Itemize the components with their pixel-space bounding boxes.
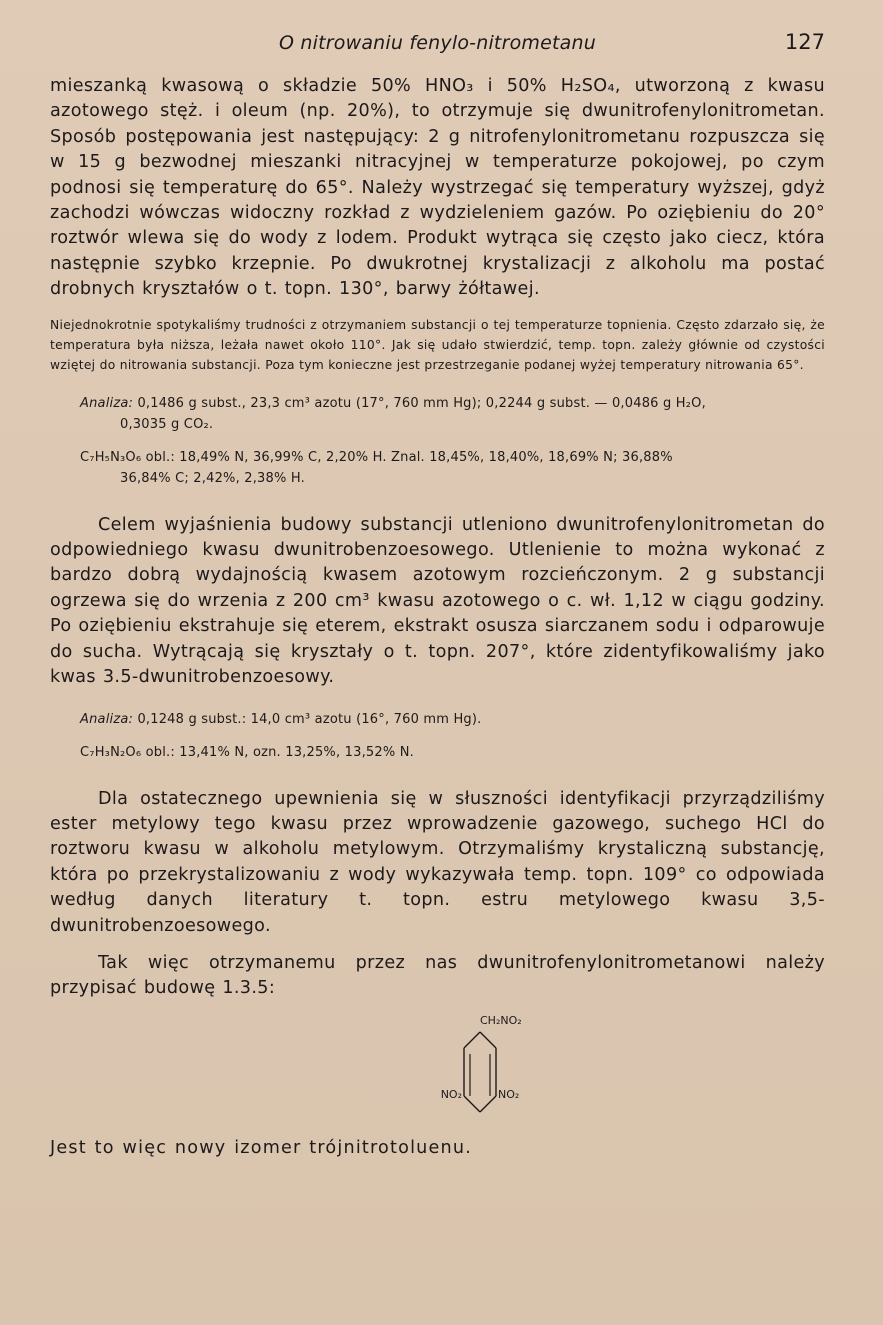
page-header [50, 30, 825, 74]
substituent-top: CH₂NO₂ [480, 1013, 522, 1027]
structural-formula [50, 1010, 825, 1128]
ring-bond [464, 1096, 480, 1112]
paragraph-methyl-ester: Dla ostatecznego upewnienia się w słuszności identyfikacji przyrządziliśmy ester metylowy tego kwasu przez wprowadzenie gazowego, suchego HCl do roztworu kwasu w alkoholu metylowym. Otrzymaliśmy krystaliczną substancję, która po przekrystalizowaniu z wody wykazywała temp. topn. 109° co odpowiada według danych literatury t. topn. estru metylowego kwasu 3,5-dwunitrobenzoesowego. [50, 788, 825, 936]
analysis-block-1 [80, 393, 825, 489]
analysis-label: Analiza: [80, 711, 134, 727]
analysis-2-line-1 [80, 709, 825, 730]
analysis-2-calc: C₇H₃N₂O₆ obl.: 13,41% N, ozn. 13,25%, 13,52% N. [80, 744, 415, 760]
analysis-1-calc-1: C₇H₅N₃O₆ obl.: 18,49% N, 36,99% C, 2,20% H. Znal. 18,45%, 18,40%, 18,69% N; 36,88% [80, 449, 673, 465]
ring-bond [480, 1032, 496, 1048]
ring-bond [480, 1096, 496, 1112]
analysis-block-2 [80, 709, 825, 763]
benzene-ring-diagram [410, 1010, 550, 1128]
conclusion: Jest to więc nowy izomer trójnitrotoluenu. [50, 1137, 473, 1158]
analysis-2-values: 0,1248 g subst.: 14,0 cm³ azotu (16°, 760 mm Hg). [137, 711, 482, 727]
footnote-melting-point: Niejednokrotnie spotykaliśmy trudności z otrzymaniem substancji o tej temperaturze topnienia. Często zdarzało się, że temperatura była niższa, leżała nawet około 110°. Jak się udało stwierdzić, temp. topn. zależy głównie od czystości wziętej do nitrowania substancji. Poza tym konieczne jest przestrzeganie podanej wyżej temperatury nitrowania 65°. [50, 317, 825, 372]
analysis-1-values: 0,1486 g subst., 23,3 cm³ azotu (17°, 760 mm Hg); 0,2244 g subst. — 0,0486 g H₂O, [137, 395, 706, 411]
analysis-1-line-1 [80, 393, 825, 414]
page-number: 127 [784, 30, 825, 54]
analysis-label: Analiza: [80, 395, 134, 411]
substituent-right: NO₂ [498, 1087, 520, 1101]
paragraph-structure-intro: Tak więc otrzymanemu przez nas dwunitrofenylonitrometanowi należy przypisać budowę 1.3.5: [50, 952, 825, 999]
paragraph-oxidation: Celem wyjaśnienia budowy substancji utleniono dwunitrofenylonitrometan do odpowiedniego kwasu dwunitrobenzoesowego. Utlenienie to można wykonać z bardzo dobrą wydajnością kwasem azotowym rozcieńczonym. 2 g substancji ogrzewa się do wrzenia z 200 cm³ kwasu azotowego o c. wł. 1,12 w ciągu godziny. Po oziębieniu ekstrahuje się eterem, ekstrakt osusza siarczanem sodu i odparowuje do sucha. Wytrącają się kryształy o t. topn. 207°, które zidentyfikowaliśmy jako kwas 3.5-dwunitrobenzoesowy. [50, 514, 825, 688]
paragraph-nitration-procedure: mieszanką kwasową o składzie 50% HNO₃ i 50% H₂SO₄, utworzoną z kwasu azotowego stęż. i oleum (np. 20%), to otrzymuje się dwunitrofenylonitrometan. Sposób postępowania jest następujący: 2 g nitrofenylonitrometanu rozpuszcza się w 15 g bezwodnej mieszanki nitracyjnej w temperaturze pokojowej, po czym podnosi się temperaturę do 65°. Należy wystrzegać się temperatury wyższej, gdyż zachodzi wówczas widoczny rozkład z wydzieleniem gazów. Po oziębieniu do 20° roztwór wlewa się do wody z lodem. Produkt wytrąca się często jako ciecz, która następnie szybko krzepnie. Po dwukrotnej krystalizacji z alkoholu ma postać drobnych kryształów o t. topn. 130°, barwy żółtawej. [50, 76, 825, 300]
analysis-1-line-2: 0,3035 g CO₂. [120, 416, 214, 432]
substituent-left: NO₂ [440, 1087, 462, 1101]
ring-bond [464, 1032, 480, 1048]
running-title: O nitrowaniu fenylo-nitrometanu [279, 32, 596, 54]
analysis-1-calc-2: 36,84% C; 2,42%, 2,38% H. [120, 470, 305, 486]
